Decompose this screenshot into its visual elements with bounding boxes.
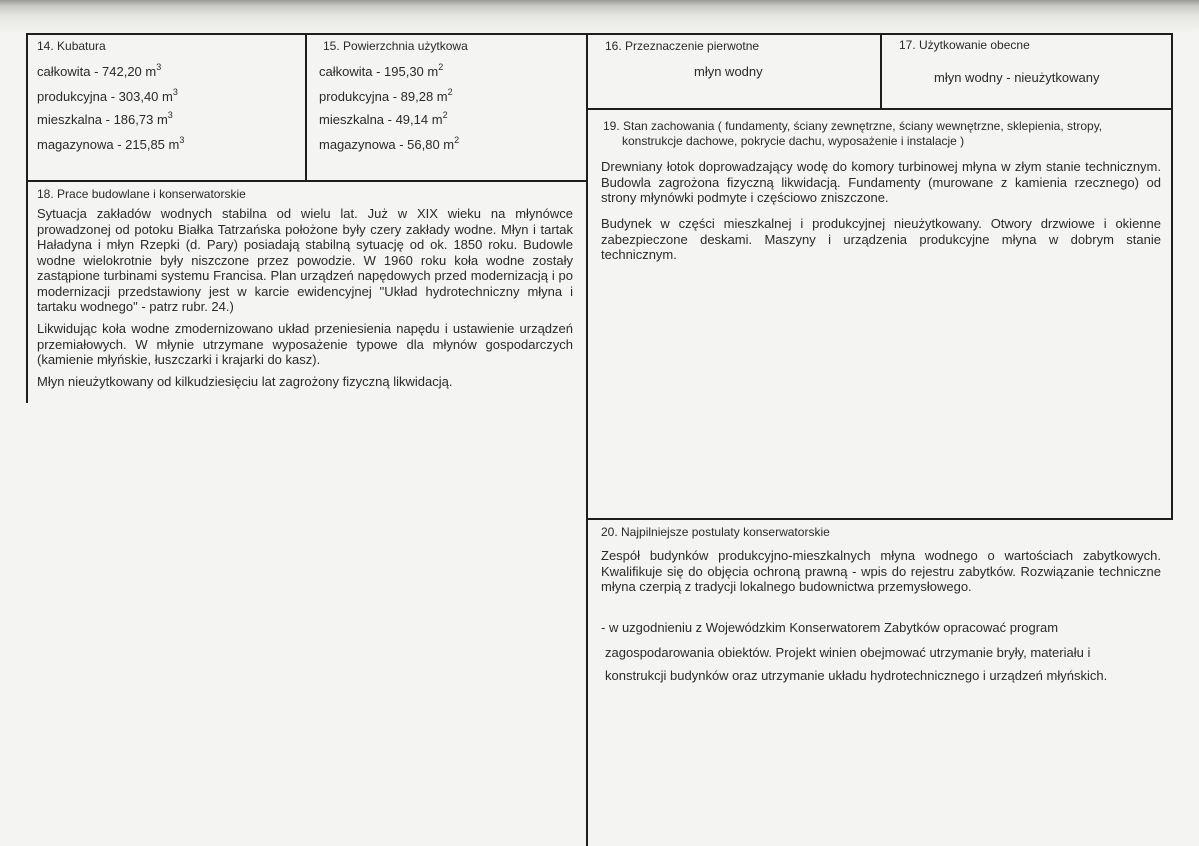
section-14-header: 14. Kubatura [37,39,106,53]
area-total: całkowita - 195,30 $m^2$ [319,62,444,79]
section-20-header: 20. Najpilniejsze postulaty konserwatorskie [601,525,830,539]
section-20-paragraph: Zespół budynków produkcyjno-mieszkalnych młyna wodnego o wartościach zabytkowych. Kwalifikuje się do objęcia ochroną prawną - wpis do rejestru zabytków. Rozwiązanie techniczne młyna czerpią z tradycji lokalnego budownictwa przemysłowego. [601,548,1161,594]
divider-below-14-15 [26,180,587,182]
area-production: produkcyjna - 89,28 $m^2$ [319,87,453,104]
section-20-line-1: - w uzgodnieniu z Wojewódzkim Konserwatorem Zabytków opracować program [601,620,1059,635]
section-18-paragraph-3: Młyn nieużytkowany od kilkudziesięciu lat zagrożony fizyczną likwidacją. [37,374,453,389]
original-purpose-value: młyn wodny [694,64,763,79]
table-top-border [26,33,1173,35]
volume-production: produkcyjna - 303,40 $m^3$ [37,87,178,104]
section-18-paragraph-1: Sytuacja zakładów wodnych stabilna od wielu lat. Już w XIX wieku na młynówce prowadzonej od potoku Białka Tatrzańska położone były czery zakłady wodne. Młyn i tartak Haładyna i młyn Rzepki (d. Pary) posiadają stabilną sytuację od ok. 1850 roku. Budowle wodne wielokrotnie były niszczone przez powodzie. W 1960 roku koła wodne zostały zastąpione turbinami systemu Francisa. Plan urządzeń napędowych przed modernizacją i po modernizacji przedstawiony jest w karcie ewidencyjnej "Układ hydrotechniczny młyna i tartaku wodnego" - patrz rubr. 24.) [37,206,573,314]
divider-14-15 [305,33,307,182]
volume-residential: mieszkalna - 186,73 $m^3$ [37,110,173,127]
volume-storage: magazynowa - 215,85 $m^3$ [37,135,185,152]
area-storage: magazynowa - 56,80 $m^2$ [319,135,460,152]
section-19-header-line-2: konstrukcje dachowe, pokrycie dachu, wyposażenie i instalacje ) [622,134,965,148]
section-16-header: 16. Przeznaczenie pierwotne [605,39,760,53]
volume-total: całkowita - 742,20 $m^3$ [37,62,162,79]
divider-below-19 [586,518,1173,520]
area-residential: mieszkalna - 49,14 $m^2$ [319,110,448,127]
divider-left-right [586,33,588,846]
section-19-paragraph-2: Budynek w części mieszkalnej i produkcyjnej nieużytkowany. Otwory drzwiowe i okienne zabezpieczone deskami. Maszyny i urządzenia produkcyjne młyna w dobrym stanie technicznym. [601,216,1161,262]
section-19-header-line-1: 19. Stan zachowania ( fundamenty, ściany zewnętrzne, ściany wewnętrzne, sklepienia, stropy, [603,119,1103,133]
section-19-paragraph-1: Drewniany łotok doprowadzający wodę do komory turbinowej młyna w złym stanie technicznym. Budowla zagrożona fizyczną likwidacją. Fundamenty (murowane z kamienia rzecznego) od strony młynówki podmyte i częściowo zniszczone. [601,159,1161,205]
table-right-border [1171,33,1173,519]
section-20-line-3: konstrukcji budynków oraz utrzymanie układu hydrotechnicznego i urządzeń młyńskich. [605,668,1108,683]
divider-16-17 [880,33,882,109]
section-17-header: 17. Użytkowanie obecne [899,38,1030,52]
section-18-header: 18. Prace budowlane i konserwatorskie [37,187,246,201]
section-15-header: 15. Powierzchnia użytkowa [323,39,468,53]
section-20-line-2: zagospodarowania obiektów. Projekt winien obejmować utrzymanie bryły, materiału i [605,645,1091,660]
section-18-paragraph-2: Likwidując koła wodne zmodernizowano układ przeniesienia napędu i ustawienie urządzeń przemiałowych. W młynie utrzymane wyposażenie typowe dla młynów gospodarczych (kamienie młyńskie, łuszczarki i krajarki do kasz). [37,321,573,367]
current-use-value: młyn wodny - nieużytkowany [934,70,1100,85]
scan-top-shadow [0,0,1199,34]
divider-below-16-17 [586,108,1173,110]
table-left-border [26,33,28,403]
